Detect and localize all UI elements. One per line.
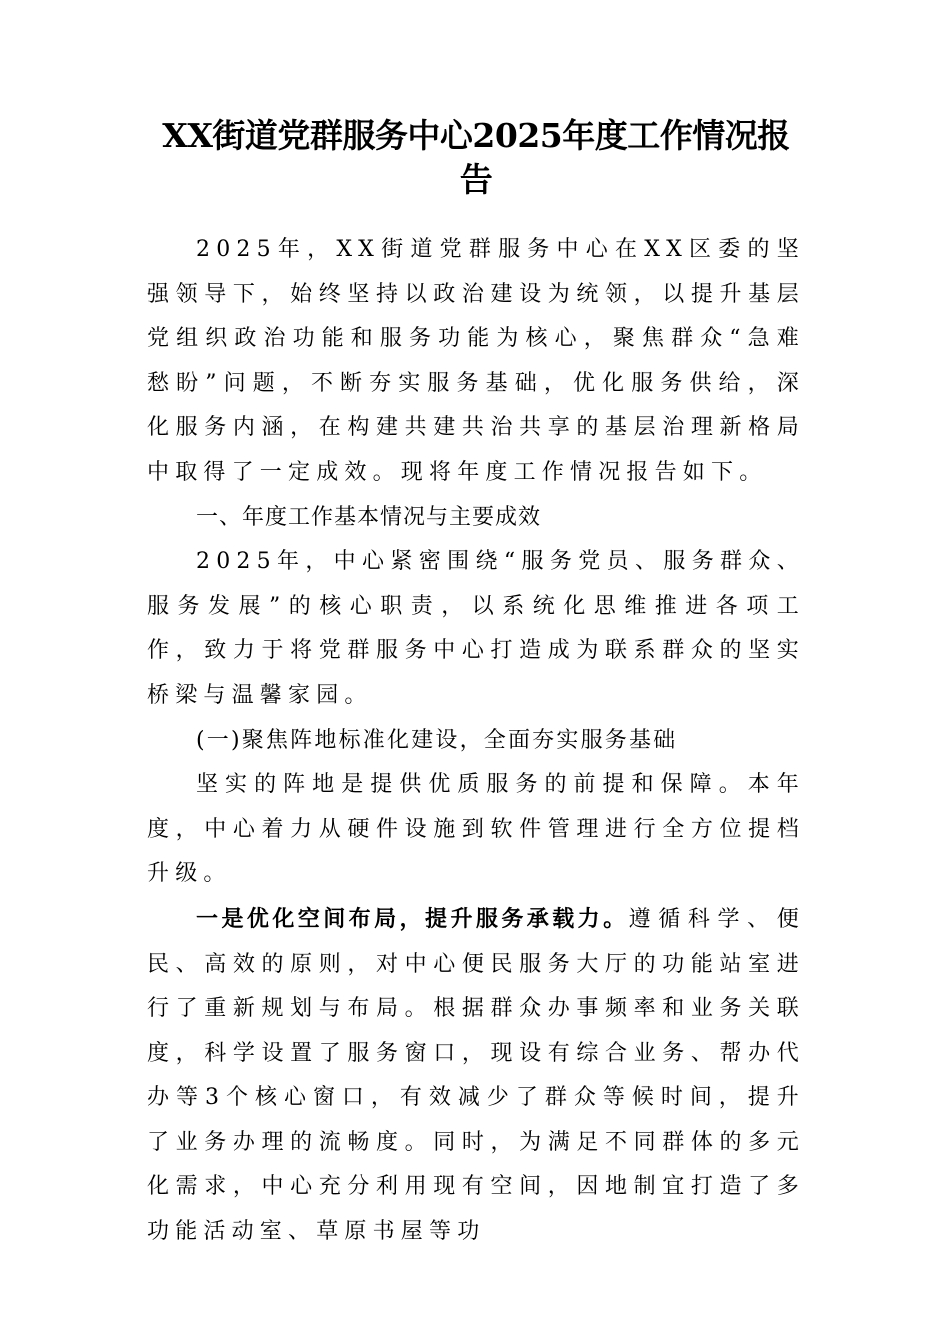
section1-intro-paragraph: 2025年，中心紧密围绕“服务党员、服务群众、服务发展”的核心职责，以系统化思维推进各项工作，致力于将党群服务中心打造成为联系群众的坚实桥梁与温馨家园。	[147, 549, 805, 708]
section-heading-1: 一、年度工作基本情况与主要成效	[196, 504, 542, 530]
subsection-heading-1: (一)聚焦阵地标准化建设，全面夯实服务基础	[196, 727, 678, 753]
document-body	[147, 228, 805, 1255]
document-title: XX街道党群服务中心2025年度工作情况报告	[162, 116, 790, 199]
point1-lead: 一是优化空间布局，提升服务承载力。	[196, 905, 629, 932]
point1-paragraph	[147, 897, 805, 1255]
subsection1-intro-paragraph: 坚实的阵地是提供优质服务的前提和保障。本年度，中心着力从硬件设施到软件管理进行全方位提档升级。	[147, 772, 805, 887]
intro-paragraph: 2025年，XX街道党群服务中心在XX区委的坚强领导下，始终坚持以政治建设为统领，以提升基层党组织政治功能和服务功能为核心，聚焦群众“急难愁盼”问题，不断夯实服务基础，优化服务供给，深化服务内涵，在构建共建共治共享的基层治理新格局中取得了一定成效。现将年度工作情况报告如下。	[147, 237, 805, 485]
point1-body: 遵循科学、便民、高效的原则，对中心便民服务大厅的功能站室进行了重新规划与布局。根据群众办事频率和业务关联度，科学设置了服务窗口，现设有综合业务、帮办代办等3个核心窗口，有效减少了群众等候时间，提升了业务办理的流畅度。同时，为满足不同群体的多元化需求，中心充分利用现有空间，因地制宜打造了多功能活动室、草原书屋等功	[147, 906, 805, 1245]
